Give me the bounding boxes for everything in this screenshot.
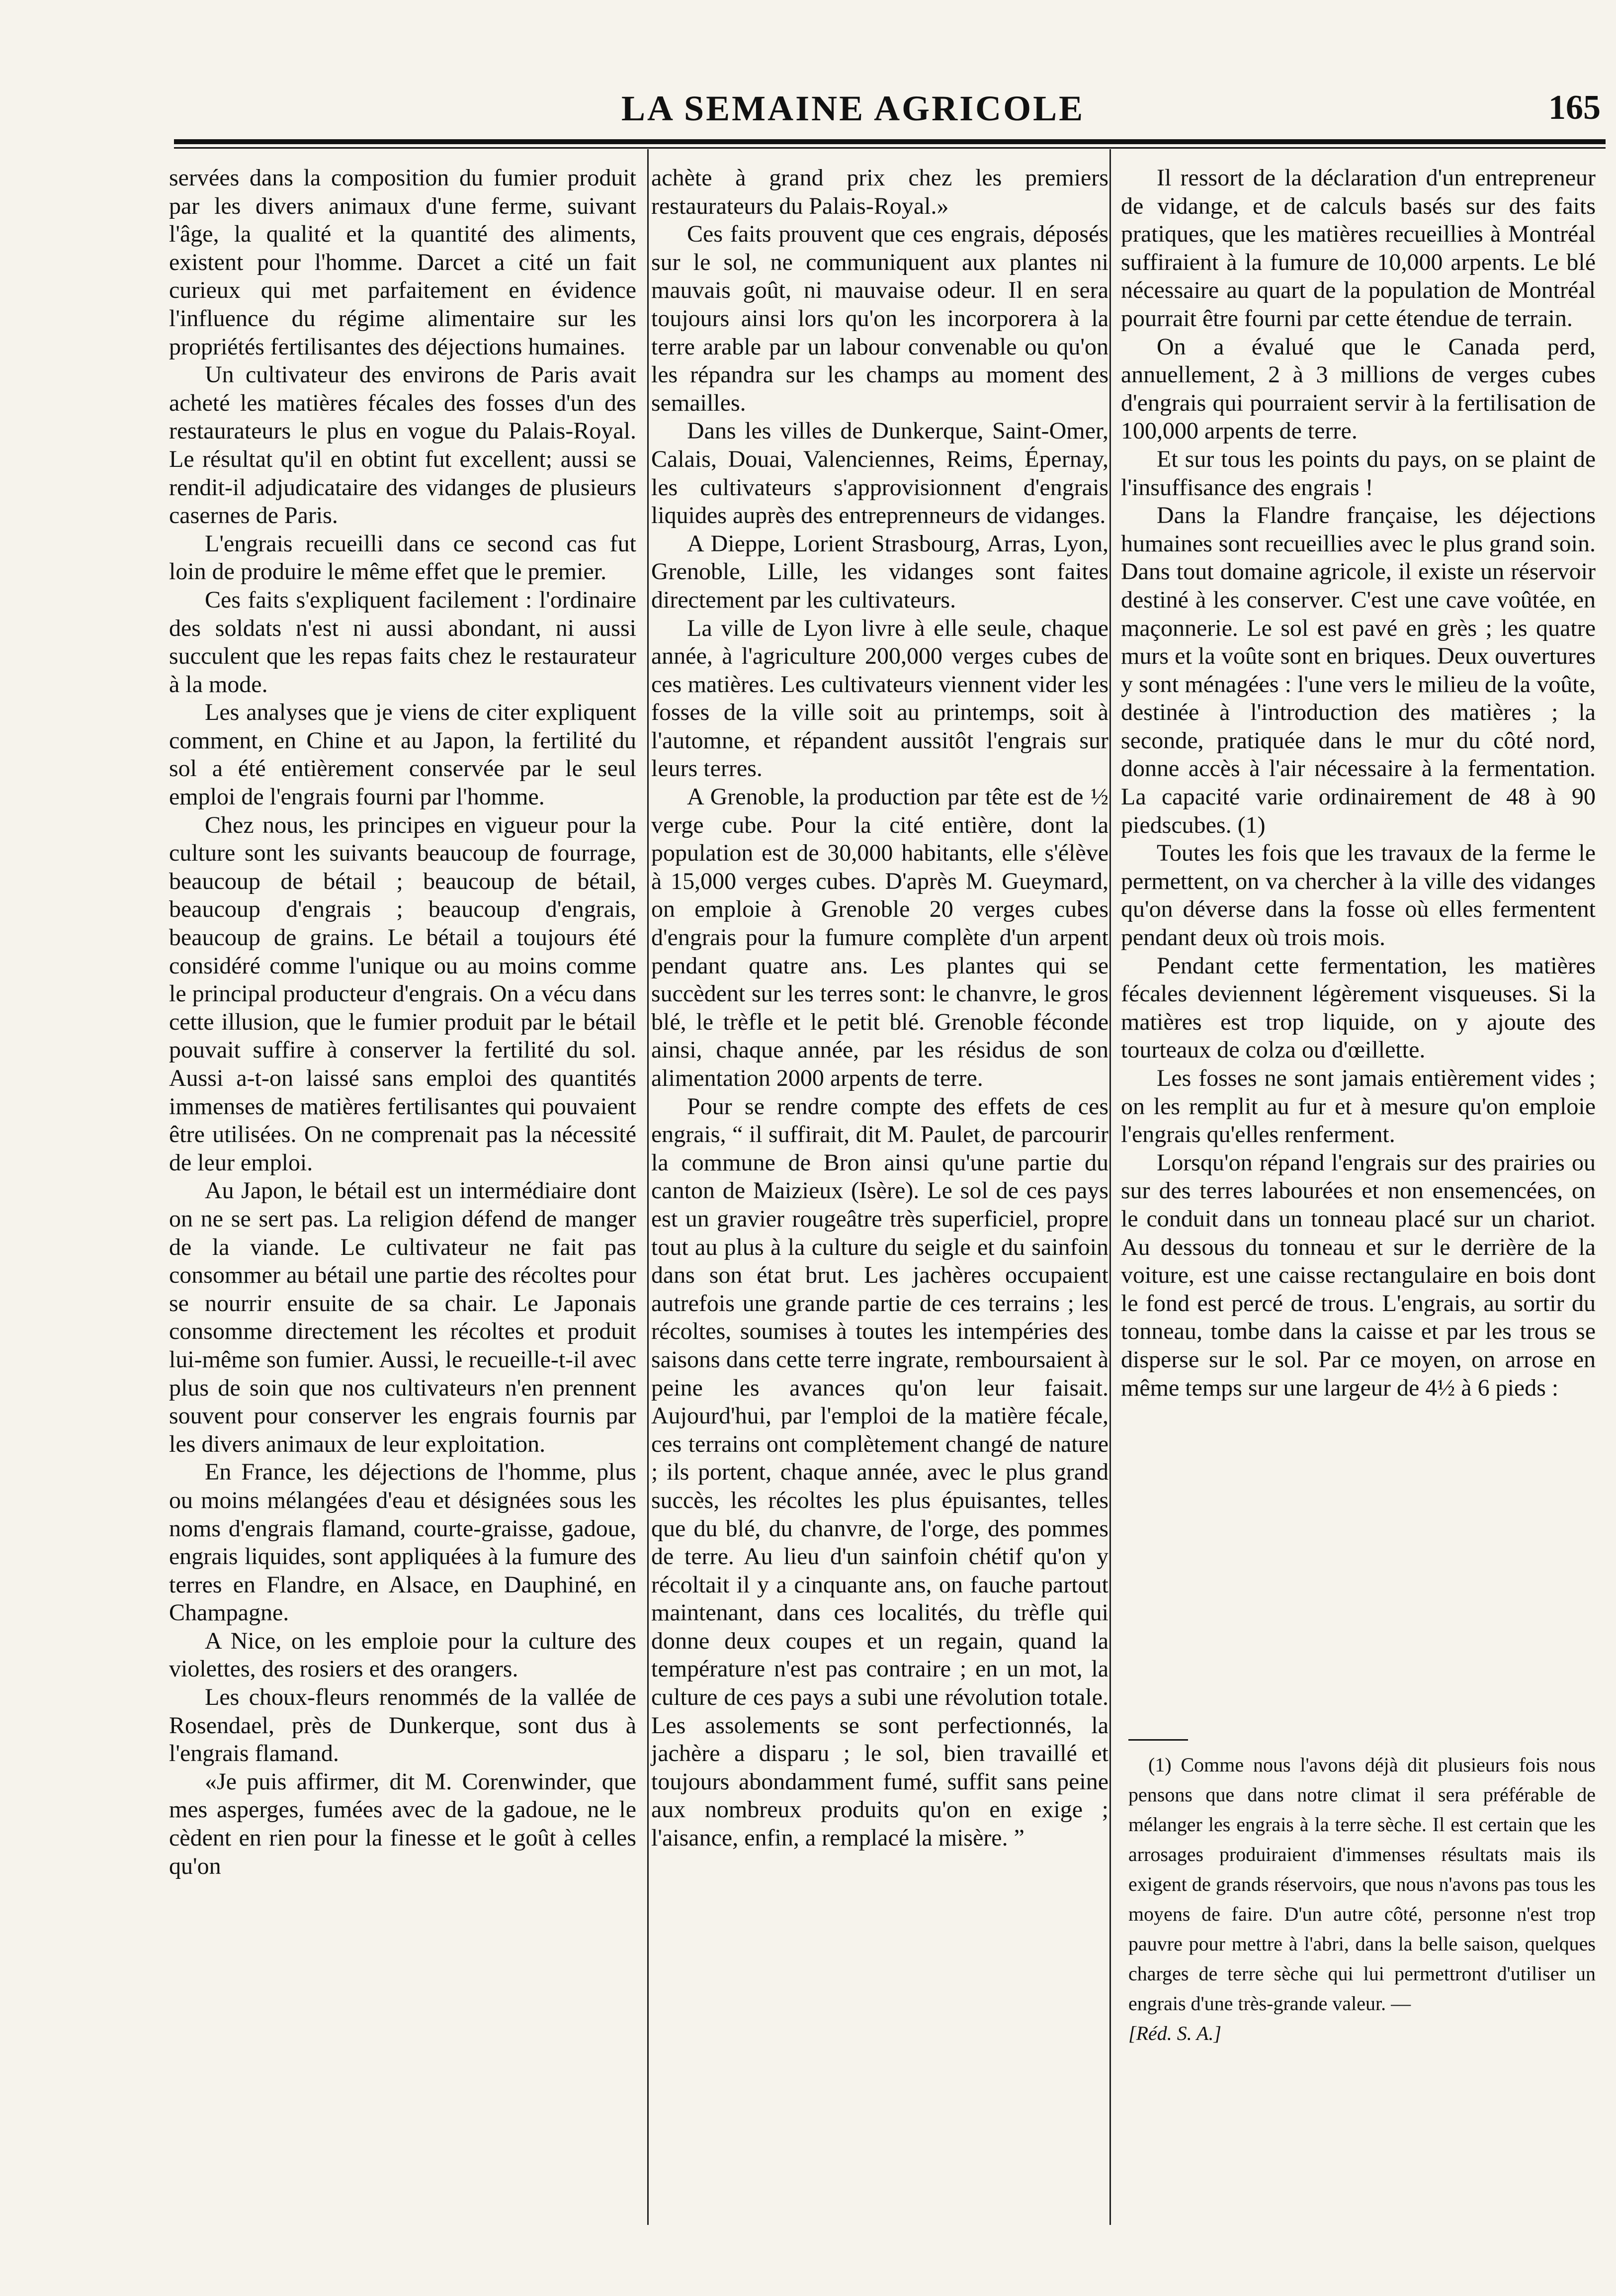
paragraph: Dans la Flandre française, les déjections humaines sont recueillies avec le plus grand soin. Dans tout domaine agricole, il existe un réservoir destiné à les conserver. C'est une cave voûtée, en maçonnerie. Le sol est pavé en grès ; les quatre murs et la voûte sont en briques. Deux ouvertures y sont ménagées : l'une vers le milieu de la voûte, destinée à l'introduction des matières ; la seconde, pratiquée dans le mur du côté nord, donne accès à l'air nécessaire à la fermentation. La capacité varie ordinairement de 48 à 90 piedscubes. (1): [1121, 502, 1596, 838]
paragraph: Ces faits s'expliquent facilement : l'ordinaire des soldats n'est ni aussi abondant, ni aussi succulent que les repas faits chez le restaurateur à la mode.: [169, 586, 636, 698]
paragraph: On a évalué que le Canada perd, annuellement, 2 à 3 millions de verges cubes d'engrais qui pourraient servir à la fertilisation de 100,000 arpents de terre.: [1121, 333, 1596, 444]
paragraph: achète à grand prix chez les premiers restaurateurs du Palais-Royal.»: [651, 165, 1108, 219]
paragraph: A Grenoble, la production par tête est de ½ verge cube. Pour la cité entière, dont la population est de 30,000 habitants, elle s'élève à 15,000 verges cubes. D'après M. Gueymard, on emploie à Grenoble 20 verges cubes d'engrais pour la fumure complète d'un arpent pendant quatre ans. Les plantes qui se succèdent sur les terres sont: le chanvre, le gros blé, le trèfle et le petit blé. Grenoble féconde ainsi, chaque année, par les résidus de son alimentation 2000 arpents de terre.: [651, 784, 1108, 1091]
page-number: 165: [1548, 88, 1601, 127]
footnote-text: (1) Comme nous l'avons déjà dit plusieurs fois nous pensons que dans notre climat il sera préférable de mélanger les engrais à la terre sèche. Il est certain que les arrosages produiraient d'immenses résultats mais ils exigent de grands réservoirs, que nous n'avons pas tous les moyens de faire. D'un autre côté, personne n'est trop pauvre pour mettre à l'abri, dans la belle saison, quelques charges de terre sèche qui lui permettront d'utiliser un engrais d'une très-grande valeur. —: [1128, 1754, 1596, 2015]
article-column-3: [1121, 164, 1596, 1402]
paragraph: Un cultivateur des environs de Paris avait acheté les matières fécales des fosses d'un des restaurateurs le plus en vogue du Palais-Royal. Le résultat qu'il en obtint fut excellent; aussi se rendit-il adjudicataire des vidanges de plusieurs casernes de Paris.: [169, 361, 636, 529]
footnote-rule: [1128, 1739, 1188, 1741]
article-column-1: [169, 164, 636, 1880]
paragraph: En France, les déjections de l'homme, plus ou moins mélangées d'eau et désignées sous les noms d'engrais flamand, courte-graisse, gadoue, engrais liquides, sont appliquées à la fumure des terres en Flandre, en Alsace, en Dauphiné, en Champagne.: [169, 1459, 636, 1626]
paragraph: Lorsqu'on répand l'engrais sur des prairies ou sur des terres labourées et non ensemencées, on le conduit dans un tonneau placé sur un chariot. Au dessous du tonneau et sur le derrière de la voiture, est une caisse rectangulaire en bois dont le fond est percé de trous. L'engrais, au sortir du tonneau, tombe dans la caisse et par les trous se disperse sur le sol. Par ce moyen, on arrose en même temps sur une largeur de 4½ à 6 pieds :: [1121, 1149, 1596, 1401]
paragraph: Au Japon, le bétail est un intermédiaire dont on ne se sert pas. La religion défend de manger de la viande. Le cultivateur ne fait pas consommer au bétail une partie des récoltes pour se nourrir ensuite de sa chair. Le Japonais consomme directement les récoltes et produit lui-même son fumier. Aussi, le recueille-t-il avec plus de soin que nos cultivateurs n'en prennent souvent pour conserver les engrais fournis par les divers animaux de leur exploitation.: [169, 1177, 636, 1457]
paragraph: Ces faits prouvent que ces engrais, déposés sur le sol, ne communiquent aux plantes ni mauvais goût, ni mauvaise odeur. Il en sera toujours ainsi lors qu'on les incorporera à la terre arable par un labour convenable ou qu'on les répandra sur les champs au moment des semailles.: [651, 221, 1108, 416]
journal-title: LA SEMAINE AGRICOLE: [621, 88, 1085, 128]
paragraph: La ville de Lyon livre à elle seule, chaque année, à l'agriculture 200,000 verges cubes de ces matières. Les cultivateurs viennent vider les fosses de la ville soit au printemps, soit à l'automne, et répandent aussitôt l'engrais sur leurs terres.: [651, 615, 1108, 782]
paragraph: Et sur tous les points du pays, on se plaint de l'insuffisance des engrais !: [1121, 445, 1596, 501]
footnote: [1128, 1750, 1596, 2048]
page-header: [164, 82, 1616, 137]
column-divider: [1109, 149, 1111, 2225]
paragraph: servées dans la composition du fumier produit par les divers animaux d'une ferme, suivant l'âge, la qualité et la quantité des aliments, existent pour l'homme. Darcet a cité un fait curieux qui met parfaitement en évidence l'influence du régime alimentaire sur les propriétés fertilisantes des déjections humaines.: [169, 165, 636, 360]
footnote-signature: [Réd. S. A.]: [1128, 2022, 1222, 2044]
paragraph: «Je puis affirmer, dit M. Corenwinder, que mes asperges, fumées avec de la gadoue, ne le cèdent en rien pour la finesse et le goût à celles qu'on: [169, 1768, 636, 1879]
header-rule: [174, 139, 1606, 144]
paragraph: A Nice, on les emploie pour la culture des violettes, des rosiers et des orangers.: [169, 1627, 636, 1682]
paragraph: Chez nous, les principes en vigueur pour la culture sont les suivants beaucoup de fourrage, beaucoup de bétail ; beaucoup de bétail, beaucoup d'engrais ; beaucoup d'engrais, beaucoup de grains. Le bétail a toujours été considéré comme l'unique ou au moins comme le principal producteur d'engrais. On a vécu dans cette illusion, que le fumier produit par le bétail pouvait suffire à conserver la fertilité du sol. Aussi a-t-on laissé sans emploi des quantités immenses de matières fertilisantes qui pouvaient être utilisées. On ne comprenait pas la nécessité de leur emploi.: [169, 811, 636, 1176]
paragraph: A Dieppe, Lorient Strasbourg, Arras, Lyon, Grenoble, Lille, les vidanges sont faites directement par les cultivateurs.: [651, 530, 1108, 613]
paragraph: Dans les villes de Dunkerque, Saint-Omer, Calais, Douai, Valenciennes, Reims, Épernay, les cultivateurs s'approvisionnent d'engrais liquides auprès des entreprenneurs de vidanges.: [651, 418, 1108, 529]
paragraph: Les analyses que je viens de citer expliquent comment, en Chine et au Japon, la fertilité du sol a été entièrement conservée par le seul emploi de l'engrais fourni par l'homme.: [169, 699, 636, 810]
paragraph: Les choux-fleurs renommés de la vallée de Rosendael, près de Dunkerque, sont dus à l'engrais flamand.: [169, 1684, 636, 1767]
paragraph: Les fosses ne sont jamais entièrement vides ; on les remplit au fur et à mesure qu'on emploie l'engrais qu'elles renferment.: [1121, 1065, 1596, 1148]
header-rule-thin: [174, 147, 1606, 149]
paragraph: L'engrais recueilli dans ce second cas fut loin de produire le même effet que le premier.: [169, 530, 636, 585]
paragraph: Pendant cette fermentation, les matières fécales deviennent légèrement visqueuses. Si la matières est trop liquide, on y ajoute des tourteaux de colza ou d'œillette.: [1121, 952, 1596, 1063]
column-divider: [647, 149, 649, 2225]
paragraph: Toutes les fois que les travaux de la ferme le permettent, on va chercher à la ville des vidanges qu'on déverse dans la fosse où elles fermentent pendant deux où trois mois.: [1121, 840, 1596, 951]
paragraph: Il ressort de la déclaration d'un entrepreneur de vidange, et de calculs basés sur des faits pratiques, que les matières recueillies à Montréal suffiraient à la fumure de 10,000 arpents. Le blé nécessaire au quart de la population de Montréal pourrait être fourni par cette étendue de terrain.: [1121, 165, 1596, 332]
paragraph: Pour se rendre compte des effets de ces engrais, “ il suffirait, dit M. Paulet, de parcourir la commune de Bron ainsi qu'une partie du canton de Maizieux (Isère). Le sol de ces pays est un gravier rougeâtre très superficiel, propre tout au plus à la culture du seigle et du sainfoin dans son état brut. Les jachères occupaient autrefois une grande partie de ces terrains ; les récoltes, soumises à toutes les intempéries des saisons dans cette terre ingrate, remboursaient à peine les avances qu'on leur faisait. Aujourd'hui, par l'emploi de la matière fécale, ces terrains ont complètement changé de nature ; ils portent, chaque année, avec le plus grand succès, les récoltes les plus épuisantes, telles que du blé, du chanvre, de l'orge, des pommes de terre. Au lieu d'un sainfoin chétif qu'on y récoltait il y a cinquante ans, on fauche partout maintenant, dans ces localités, du trèfle qui donne deux coupes et un regain, quand la température n'est pas contraire ; en un mot, la culture de ces pays a subi une révolution totale. Les assolements se sont perfectionnés, la jachère a disparu ; le sol, bien travaillé et toujours abondamment fumé, suffit sans peine aux nombreux produits qu'on en exige ; l'aisance, enfin, a remplacé la misère. ”: [651, 1093, 1108, 1852]
article-column-2: [651, 164, 1108, 1853]
